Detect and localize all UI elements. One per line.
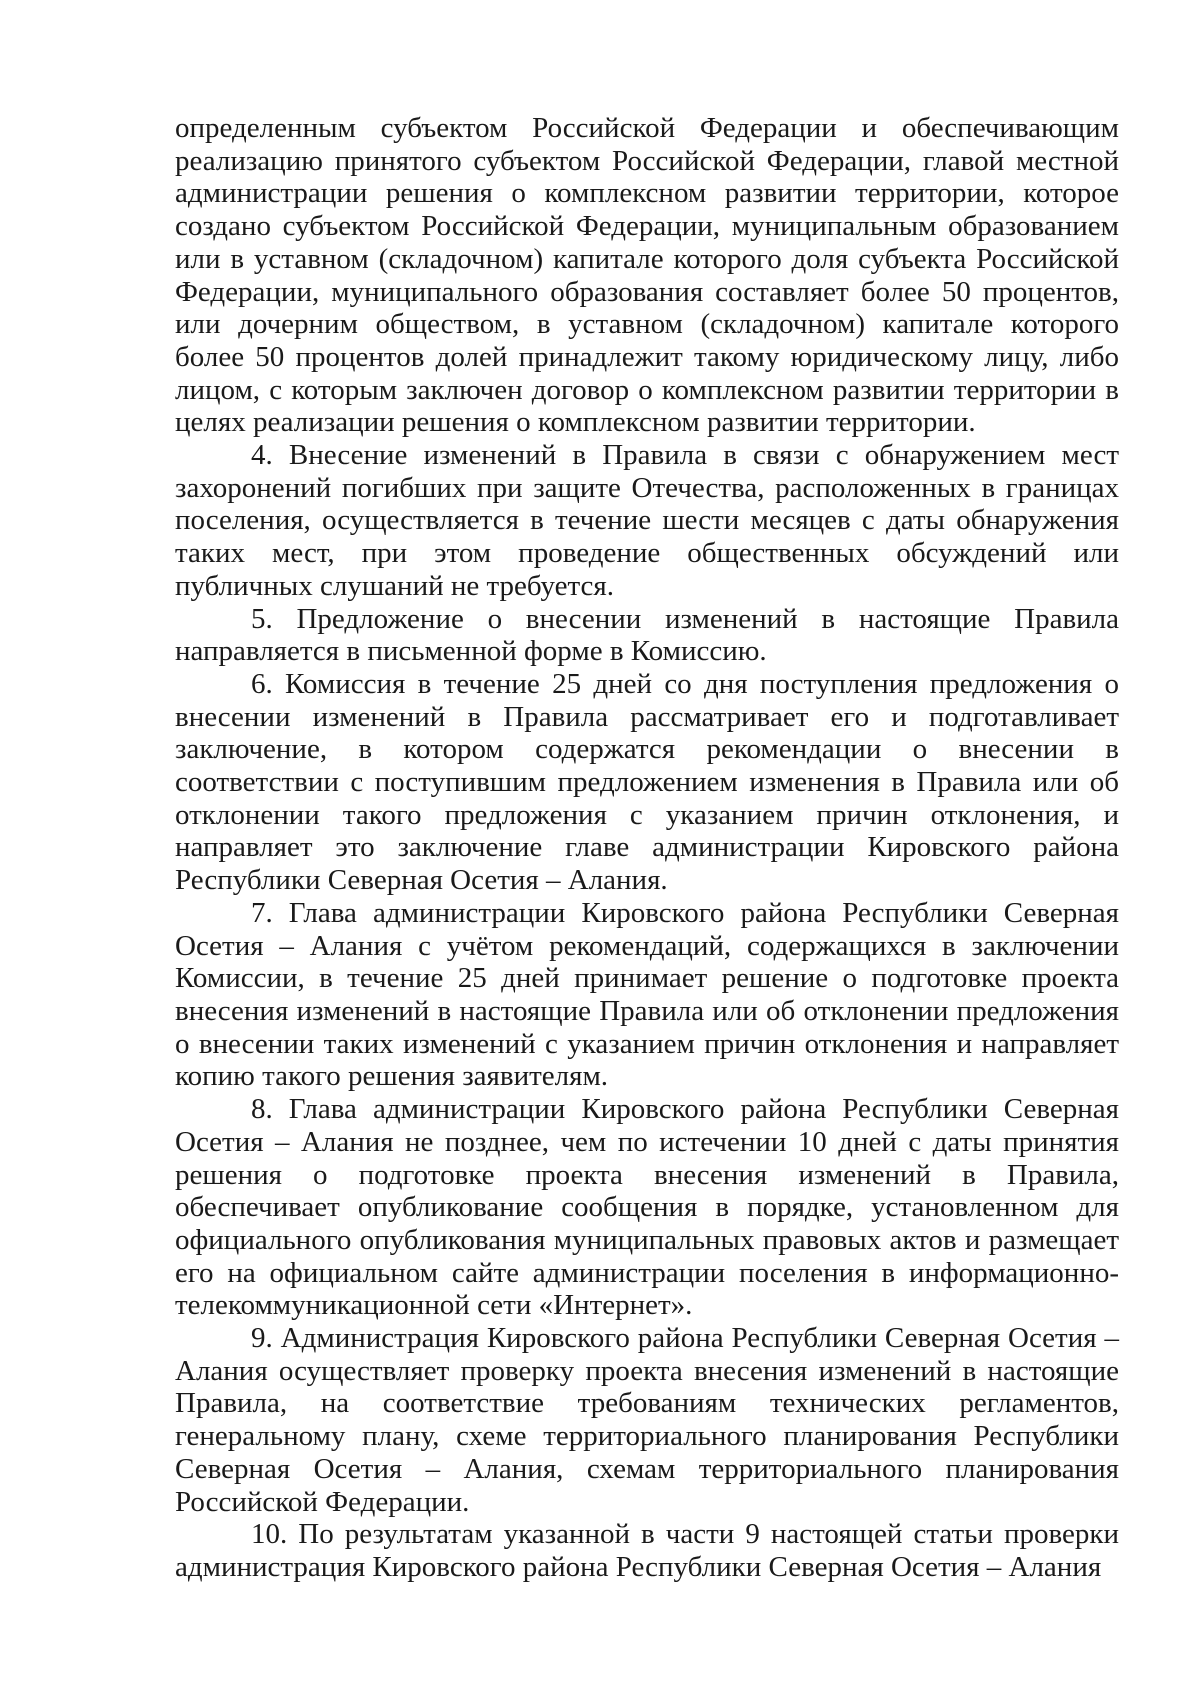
paragraph-item-8: 8. Глава администрации Кировского района Республики Северная Осетия – Алания не позднее, чем по истечении 10 дней с даты принятия решения о подготовке проекта внесения изменений в Правила, обеспечивает опубликование сообщения в порядке, установленном для официального опубликования муниципальных правовых актов и размещает его на официальном сайте администрации поселения в информационно-телекоммуникационной сети «Интернет». bbox=[175, 1093, 1119, 1322]
paragraph-item-4: 4. Внесение изменений в Правила в связи с обнаружением мест захоронений погибших при защите Отечества, расположенных в границах поселения, осуществляется в течение шести месяцев с даты обнаружения таких мест, при этом проведение общественных обсуждений или публичных слушаний не требуется. bbox=[175, 439, 1119, 602]
paragraph-item-5: 5. Предложение о внесении изменений в настоящие Правила направляется в письменной форме в Комиссию. bbox=[175, 602, 1119, 668]
paragraph-item-7: 7. Глава администрации Кировского района Республики Северная Осетия – Алания с учётом рекомендаций, содержащихся в заключении Комиссии, в течение 25 дней принимает решение о подготовке проекта внесения изменений в настоящие Правила или об отклонении предложения о внесении таких изменений с указанием причин отклонения и направляет копию такого решения заявителям. bbox=[175, 896, 1119, 1093]
paragraph-item-6: 6. Комиссия в течение 25 дней со дня поступления предложения о внесении изменений в Правила рассматривает его и подготавливает заключение, в котором содержатся рекомендации о внесении в соответствии с поступившим предложением изменения в Правила или об отклонении такого предложения с указанием причин отклонения, и направляет это заключение главе администрации Кировского района Республики Северная Осетия – Алания. bbox=[175, 667, 1119, 897]
document-page bbox=[175, 112, 1119, 1584]
paragraph-item-9: 9. Администрация Кировского района Республики Северная Осетия – Алания осуществляет проверку проекта внесения изменений в настоящие Правила, на соответствие требованиям технических регламентов, генеральному плану, схеме территориального планирования Республики Северная Осетия – Алания, схемам территориального планирования Российской Федерации. bbox=[175, 1322, 1119, 1518]
paragraph-continuation: определенным субъектом Российской Федерации и обеспечивающим реализацию принятого субъектом Российской Федерации, главой местной администрации решения о комплексном развитии территории, которое создано субъектом Российской Федерации, муниципальным образованием или в уставном (складочном) капитале которого доля субъекта Российской Федерации, муниципального образования составляет более 50 процентов, или дочерним обществом, в уставном (складочном) капитале которого более 50 процентов долей принадлежит такому юридическому лицу, либо лицом, с которым заключен договор о комплексном развитии территории в целях реализации решения о комплексном развитии территории. bbox=[175, 112, 1119, 439]
paragraph-item-10: 10. По результатам указанной в части 9 настоящей статьи проверки администрация Кировского района Республики Северная Осетия – Алания bbox=[175, 1518, 1119, 1583]
